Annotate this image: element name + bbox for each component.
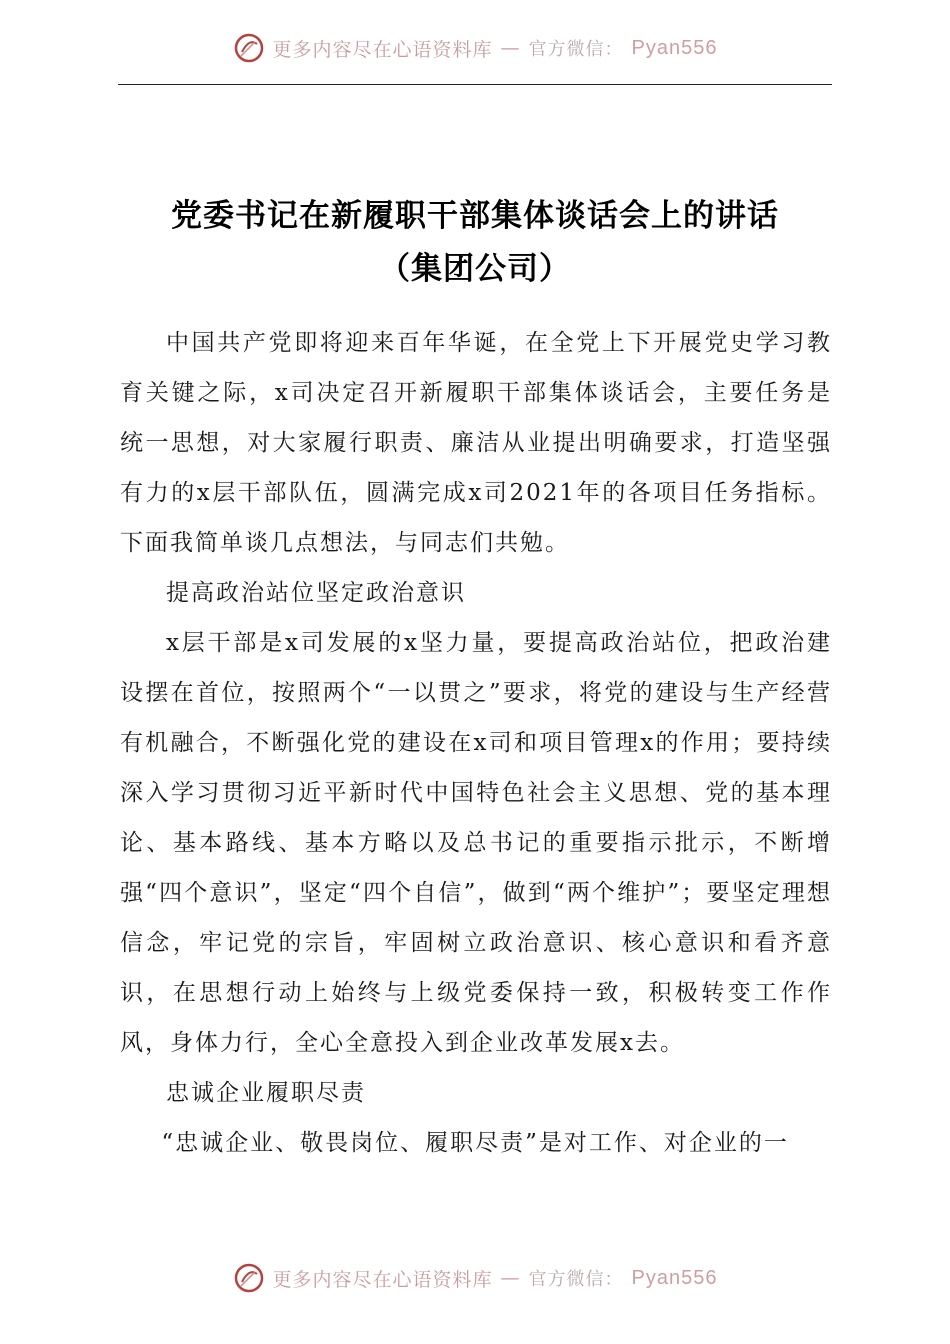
paragraph-intro: 中国共产党即将迎来百年华诞，在全党上下开展党史学习教育关键之际，x司决定召开新履职干部集体谈话会，主要任务是统一思想，对大家履行职责、廉洁从业提出明确要求，打造坚强有力的x层干部队伍，圆满完成x司2021年的各项目任务指标。下面我简单谈几点想法，与同志们共勉。 [120, 330, 832, 556]
section-heading-political: 提高政治站位坚定政治意识 [166, 580, 466, 606]
header-divider [118, 84, 832, 85]
section-heading-loyalty: 忠诚企业履职尽责 [166, 1080, 366, 1106]
brand-logo-icon [233, 32, 265, 64]
document-subtitle: （集团公司） [379, 251, 571, 287]
document-title: 党委书记在新履职干部集体谈话会上的讲话 [171, 198, 779, 234]
header-watermark [0, 28, 950, 68]
document-body [120, 318, 832, 1168]
paragraph-political: x层干部是x司发展的x坚力量，要提高政治站位，把政治建设摆在首位，按照两个“一以贯之”要求，将党的建设与生产经营有机融合，不断强化党的建设在x司和项目管理x的作用；要持续深入学习贯彻习近平新时代中国特色社会主义思想、党的基本理论、基本路线、基本方略以及总书记的重要指示批示，不断增强“四个意识”，坚定“四个自信”，做到“两个维护”；要坚定理想信念，牢记党的宗旨，牢固树立政治意识、核心意识和看齐意识，在思想行动上始终与上级党委保持一致，积极转变工作作风，身体力行，全心全意投入到企业改革发展x去。 [120, 630, 832, 1056]
banner-dash: — [500, 1267, 521, 1289]
banner-brand-text: 更多内容尽在心语资料库 [272, 38, 493, 61]
banner-wechat-id: Pyan556 [631, 36, 718, 59]
footer-watermark [0, 1258, 950, 1298]
paragraph-loyalty: “忠诚企业、敬畏岗位、履职尽责”是对工作、对企业的一 [161, 1130, 789, 1156]
brand-logo-icon [233, 1262, 265, 1294]
banner-dash: — [500, 37, 521, 59]
banner-wechat-label: 官方微信： [528, 39, 624, 60]
banner-brand-text: 更多内容尽在心语资料库 [272, 1268, 493, 1291]
banner-wechat-label: 官方微信： [528, 1269, 624, 1290]
banner-wechat-id: Pyan556 [631, 1266, 718, 1289]
